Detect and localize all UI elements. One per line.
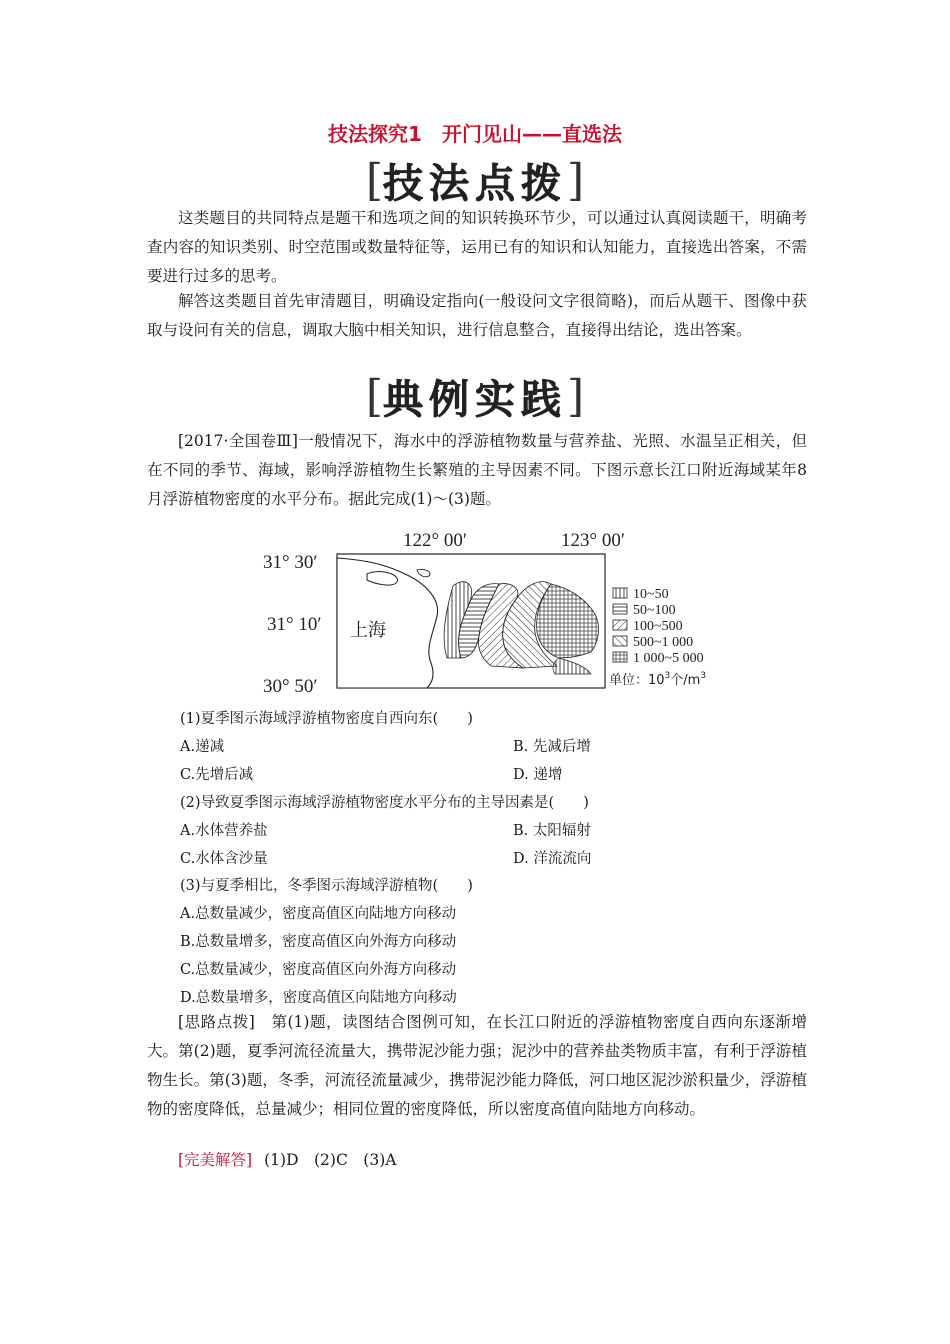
lat-label-3110: 31° 10′ [267,614,322,635]
option-c[interactable]: C.水体含沙量 [180,851,268,867]
section-heading-tips: [技法点拨] [365,155,585,207]
option-b[interactable]: B.总数量增多，密度高值区向外海方向移动 [180,934,457,950]
density-map-svg [255,518,730,700]
lon-label-123: 123° 00′ [561,530,626,551]
answer-text: (1)D (2)C (3)A [264,1151,397,1169]
zone-1000-5000 [537,584,599,658]
question-stem: (2)导致夏季图示海域浮游植物密度水平分布的主导因素是( ) [180,795,589,811]
question-stem: (1)夏季图示海域浮游植物密度自西向东( ) [180,711,473,727]
legend-label-1000-5000: 1 000~5 000 [633,651,704,666]
option-d[interactable]: D. 洋流流向 [513,851,592,867]
option-b[interactable]: B. 先减后增 [513,739,591,755]
legend-swatch-10-50 [613,588,627,598]
option-a[interactable]: A.总数量减少，密度高值区向陆地方向移动 [180,906,457,922]
answer-line [178,1148,396,1170]
legend-swatch-50-100 [613,604,627,614]
tips-paragraph-2: 解答这类题目首先审清题目，明确设定指向(一般设问文字很简略)，而后从题干、图像中获取与设问有关的信息，调取大脑中相关知识，进行信息整合，直接得出结论，选出答案。 [147,292,807,339]
option-a[interactable]: A.递减 [180,739,225,755]
legend-label-100-500: 100~500 [633,619,683,634]
section-heading-example: [典例实践] [365,371,585,423]
answer-label: [完美解答] [178,1151,253,1169]
legend-label-10-50: 10~50 [633,587,669,602]
option-c[interactable]: C.总数量减少，密度高值区向外海方向移动 [180,962,457,978]
option-b[interactable]: B. 太阳辐射 [513,823,591,839]
lat-label-3050: 30° 50′ [263,676,318,697]
tips-paragraph-1: 这类题目的共同特点是题干和选项之间的知识转换环节少，可以通过认真阅读题干，明确考查内容的知识类别、时空范围或数量特征等，运用已有的知识和认知能力，直接选出答案，不需要进行过多的思考。 [147,209,807,285]
option-a[interactable]: A.水体营养盐 [180,823,268,839]
analysis-label: [思路点拨] [178,1013,255,1031]
legend-swatch-1000-5000 [613,652,627,662]
legend-label-50-100: 50~100 [633,603,676,618]
section-heading-example-text: 典例实践 [383,376,567,423]
question-stem: (3)与夏季相比，冬季图示海域浮游植物( ) [180,878,473,894]
place-label-shanghai: 上海 [350,620,386,641]
option-c[interactable]: C.先增后减 [180,767,254,783]
option-d[interactable]: D. 递增 [513,767,563,783]
page-title: 技法探究1 开门见山——直选法 [328,122,622,146]
section-heading-tips-text: 技法点拨 [383,160,567,207]
legend-swatch-500-1000 [613,636,627,646]
question-intro: [2017·全国卷Ⅲ]一般情况下，海水中的浮游植物数量与营养盐、光照、水温呈正相关，但在不同的季节、海域，影响浮游植物生长繁殖的主导因素不同。下图示意长江口附近海域某年8月浮游植物密度的水平分布。据此完成(1)～(3)题。 [147,432,807,508]
legend-swatch-100-500 [613,620,627,630]
analysis-paragraph [147,1008,807,1124]
analysis-text: 第(1)题，读图结合图例可知，在长江口附近的浮游植物密度自西向东逐渐增大。第(2)题，夏季河流径流量大，携带泥沙能力强；泥沙中的营养盐类物质丰富，有利于浮游植物生长。第(3)题，冬季，河流径流量减少，携带泥沙能力降低，河口地区泥沙淤积量少，浮游植物的密度降低，总量减少；相同位置的密度降低，所以密度高值向陆地方向移动。 [147,1013,807,1118]
lat-label-3130: 31° 30′ [263,552,318,573]
map-legend [609,587,706,688]
density-map-figure [255,518,730,700]
option-d[interactable]: D.总数量增多，密度高值区向陆地方向移动 [180,990,457,1006]
zone-east-fringe [553,658,591,674]
islet [417,569,430,576]
legend-label-500-1000: 500~1 000 [633,635,694,650]
lon-label-122: 122° 00′ [403,530,468,551]
legend-unit: 单位：$10^3$个$/m^3$ [609,671,707,688]
